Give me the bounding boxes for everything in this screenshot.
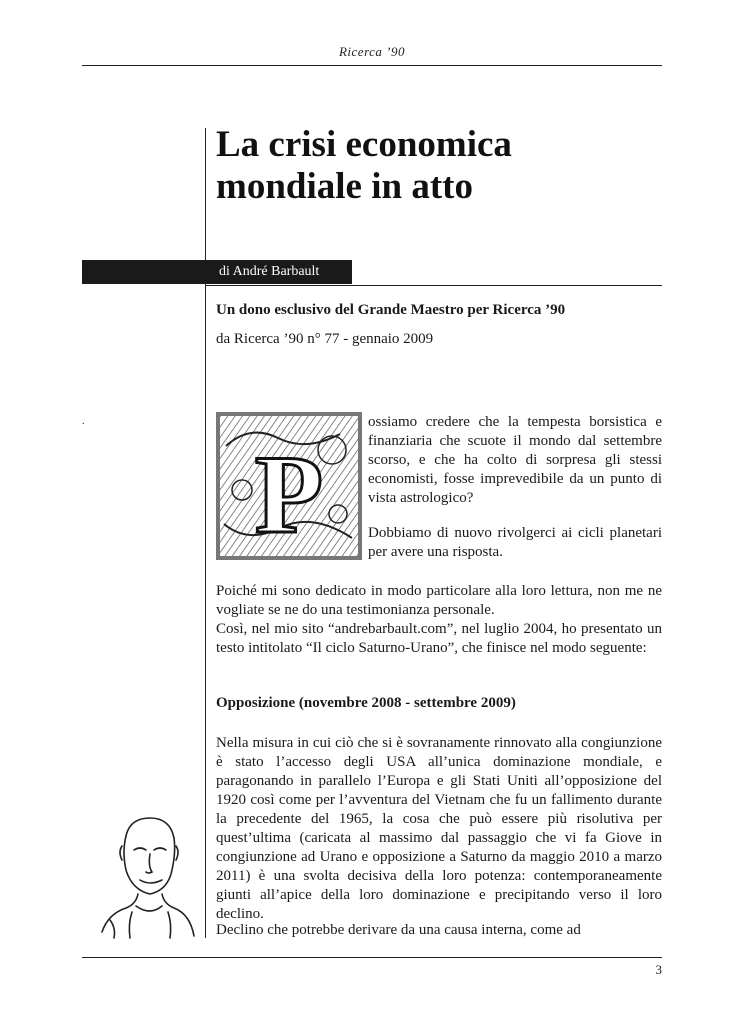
body-paragraph-1: Poiché mi sono dedicato in modo particolare alla loro lettura, non me ne vogliate se ne do una testimonianza personale. (216, 583, 662, 618)
intro-paragraph: ossiamo credere che la tempesta borsistica e finanziaria che scuote il mondo dal settembre scorso, e che ha colto di sorpresa gli stessi economisti, fosse imprevedibile da un punto di vista astrologico? (368, 414, 662, 506)
dropcap-ornament (216, 412, 362, 560)
footer-rule (82, 957, 662, 958)
title-line-1: La crisi economica (216, 124, 512, 165)
title-line-2: mondiale in atto (216, 166, 473, 207)
dropcap-ornament-illustration (220, 416, 358, 556)
running-head: Ricerca ’90 (338, 44, 406, 59)
section-heading: Opposizione (novembre 2008 - settembre 2009) (216, 695, 516, 711)
byline-rule (205, 285, 662, 286)
subtitle: Un dono esclusivo del Grande Maestro per Ricerca ’90 (216, 302, 566, 318)
page-number: 3 (655, 962, 662, 977)
source-note: da Ricerca ’90 n° 77 - gennaio 2009 (216, 331, 434, 347)
body-paragraph-2: Così, nel mio sito “andrebarbault.com”, nel luglio 2004, ho presentato un testo intitolato “Il ciclo Saturno-Urano”, che finisce nel modo seguente: (216, 621, 662, 656)
margin-mark: . (82, 416, 85, 427)
dropcap-letter: P (254, 433, 324, 556)
byline: di André Barbault (219, 264, 320, 279)
body-paragraph-4: Declino che potrebbe derivare da una causa interna, come ad (216, 922, 581, 938)
intro-paragraph-2: Dobbiamo di nuovo rivolgerci ai cicli planetari per avere una risposta. (368, 525, 662, 560)
author-portrait-sketch (96, 812, 196, 940)
body-paragraph-3: Nella misura in cui ciò che si è sovranamente rinnovato alla congiunzione è stato l’accesso degli USA all’unica dominazione mondiale, e paragonando in parallelo l’Europa e gli Stati Uniti all’opposizione del 1920 così come per l’avventura del Vietnam che fu un fallimento durante la precedente del 1965, la cosa che può essere più risolutiva per quest’ultima (caricata al massimo dal passaggio che vi fa Giove in congiunzione ad Urano e opposizione a Saturno da maggio 2010 a marzo 2011) è una svolta decisiva della loro potenza: contemporaneamente giunti all’apice della loro dominazione e precipitando verso il loro declino. (216, 735, 662, 922)
article-title (216, 124, 512, 208)
header-rule (82, 65, 662, 66)
margin-vertical-rule (205, 128, 206, 938)
